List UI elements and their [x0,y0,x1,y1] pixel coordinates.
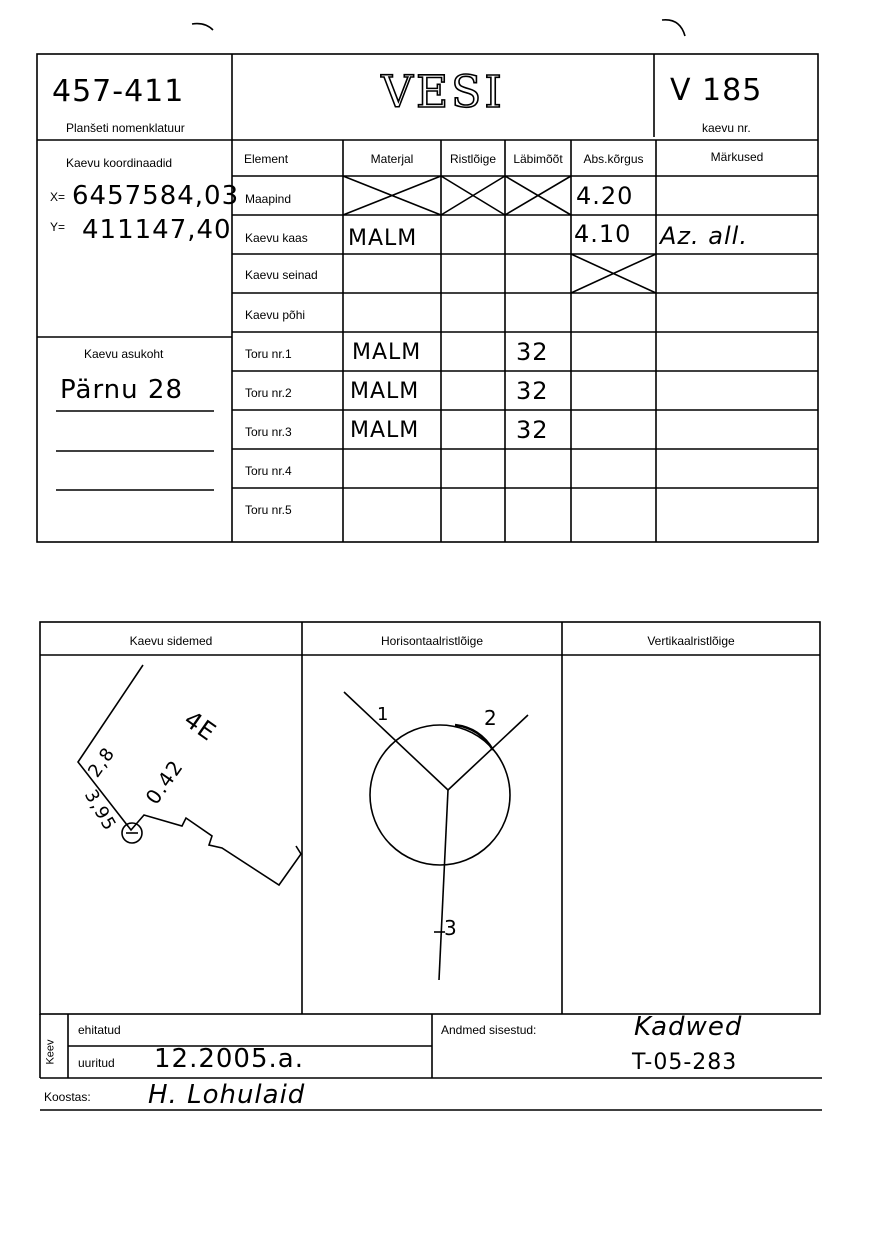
row-element-label: Toru nr.4 [245,464,292,478]
column-title-connections: Kaevu sidemed [129,634,213,648]
nomenclature-label: Planšeti nomenklatuur [66,121,185,135]
row-element-label: Toru nr.5 [245,503,292,517]
coordinates-label: Kaevu koordinaadid [66,156,173,170]
form-title: VESI [381,67,505,118]
pipe-label-1: 1 [377,704,390,725]
cell-material: MALM [348,226,418,251]
cell-notes: Az. all. [660,222,748,250]
row-element-label: Maapind [245,192,292,206]
surveyed-value: 12.2005.a. [154,1044,304,1074]
column-header-material: Materjal [370,152,414,166]
corner-mark-right [662,20,685,36]
cell-elevation: 4.10 [574,220,632,248]
column-header-elevation: Abs.kõrgus [583,152,644,166]
compiled-value: H. Lohulaid [148,1080,306,1110]
row-element-label: Toru nr.3 [245,425,292,439]
row-element-label: Toru nr.2 [245,386,292,400]
cell-material: MALM [350,418,420,443]
data-entered-code: T-05-283 [632,1050,738,1075]
sketch-building-outline [78,665,301,885]
location-label: Kaevu asukoht [84,347,164,361]
cell-material: MALM [352,340,422,365]
pipe-label-2: 2 [484,706,498,730]
cell-diameter: 32 [516,338,549,366]
cell-elevation: 4.20 [576,182,634,210]
row-element-label: Toru nr.1 [245,347,292,361]
sketch-building-label: 4E [178,705,222,747]
sketch-distance-label: 2,8 [84,743,120,782]
column-header-element: Element [244,152,289,166]
column-header-diameter: Läbimõõt [513,152,563,166]
row-element-label: Kaevu seinad [245,268,318,282]
y-coordinate-label: Y= [50,220,66,234]
row-element-label: Kaevu põhi [245,308,306,322]
x-coordinate-label: X= [50,190,66,204]
cell-diameter: 32 [516,416,549,444]
cell-material: MALM [350,379,420,404]
section-pipe-bottom [439,790,448,980]
compiled-label: Koostas: [44,1090,91,1104]
location-value: Pärnu 28 [60,375,183,405]
column-title-vertical-section: Vertikaalristlõige [647,634,735,648]
built-label: ehitatud [78,1023,121,1037]
well-number-label: kaevu nr. [702,121,751,135]
well-number-value: V 185 [670,73,763,108]
section-pipes-top [344,692,528,790]
row-element-label: Kaevu kaas [245,231,308,245]
nomenclature-value: 457-411 [52,74,185,109]
corner-mark-left [192,24,213,30]
x-coordinate-value: 6457584,03 [72,181,240,211]
data-entered-label: Andmed sisestud: [441,1023,537,1037]
keev-label: Keev [44,1039,57,1065]
surveyed-label: uuritud [78,1056,115,1070]
sketch-distance-label: 0.42 [140,755,189,809]
data-entered-signature: Kadwed [634,1012,743,1042]
pipe-label-3: 3 [444,916,458,940]
cell-diameter: 32 [516,377,549,405]
column-title-horizontal-section: Horisontaalristlõige [380,634,484,648]
y-coordinate-value: 411147,40 [82,215,232,245]
sketch-distance-label: 3,95 [79,786,121,835]
column-header-section: Ristlõige [449,152,497,166]
column-header-notes: Märkused [710,150,764,164]
